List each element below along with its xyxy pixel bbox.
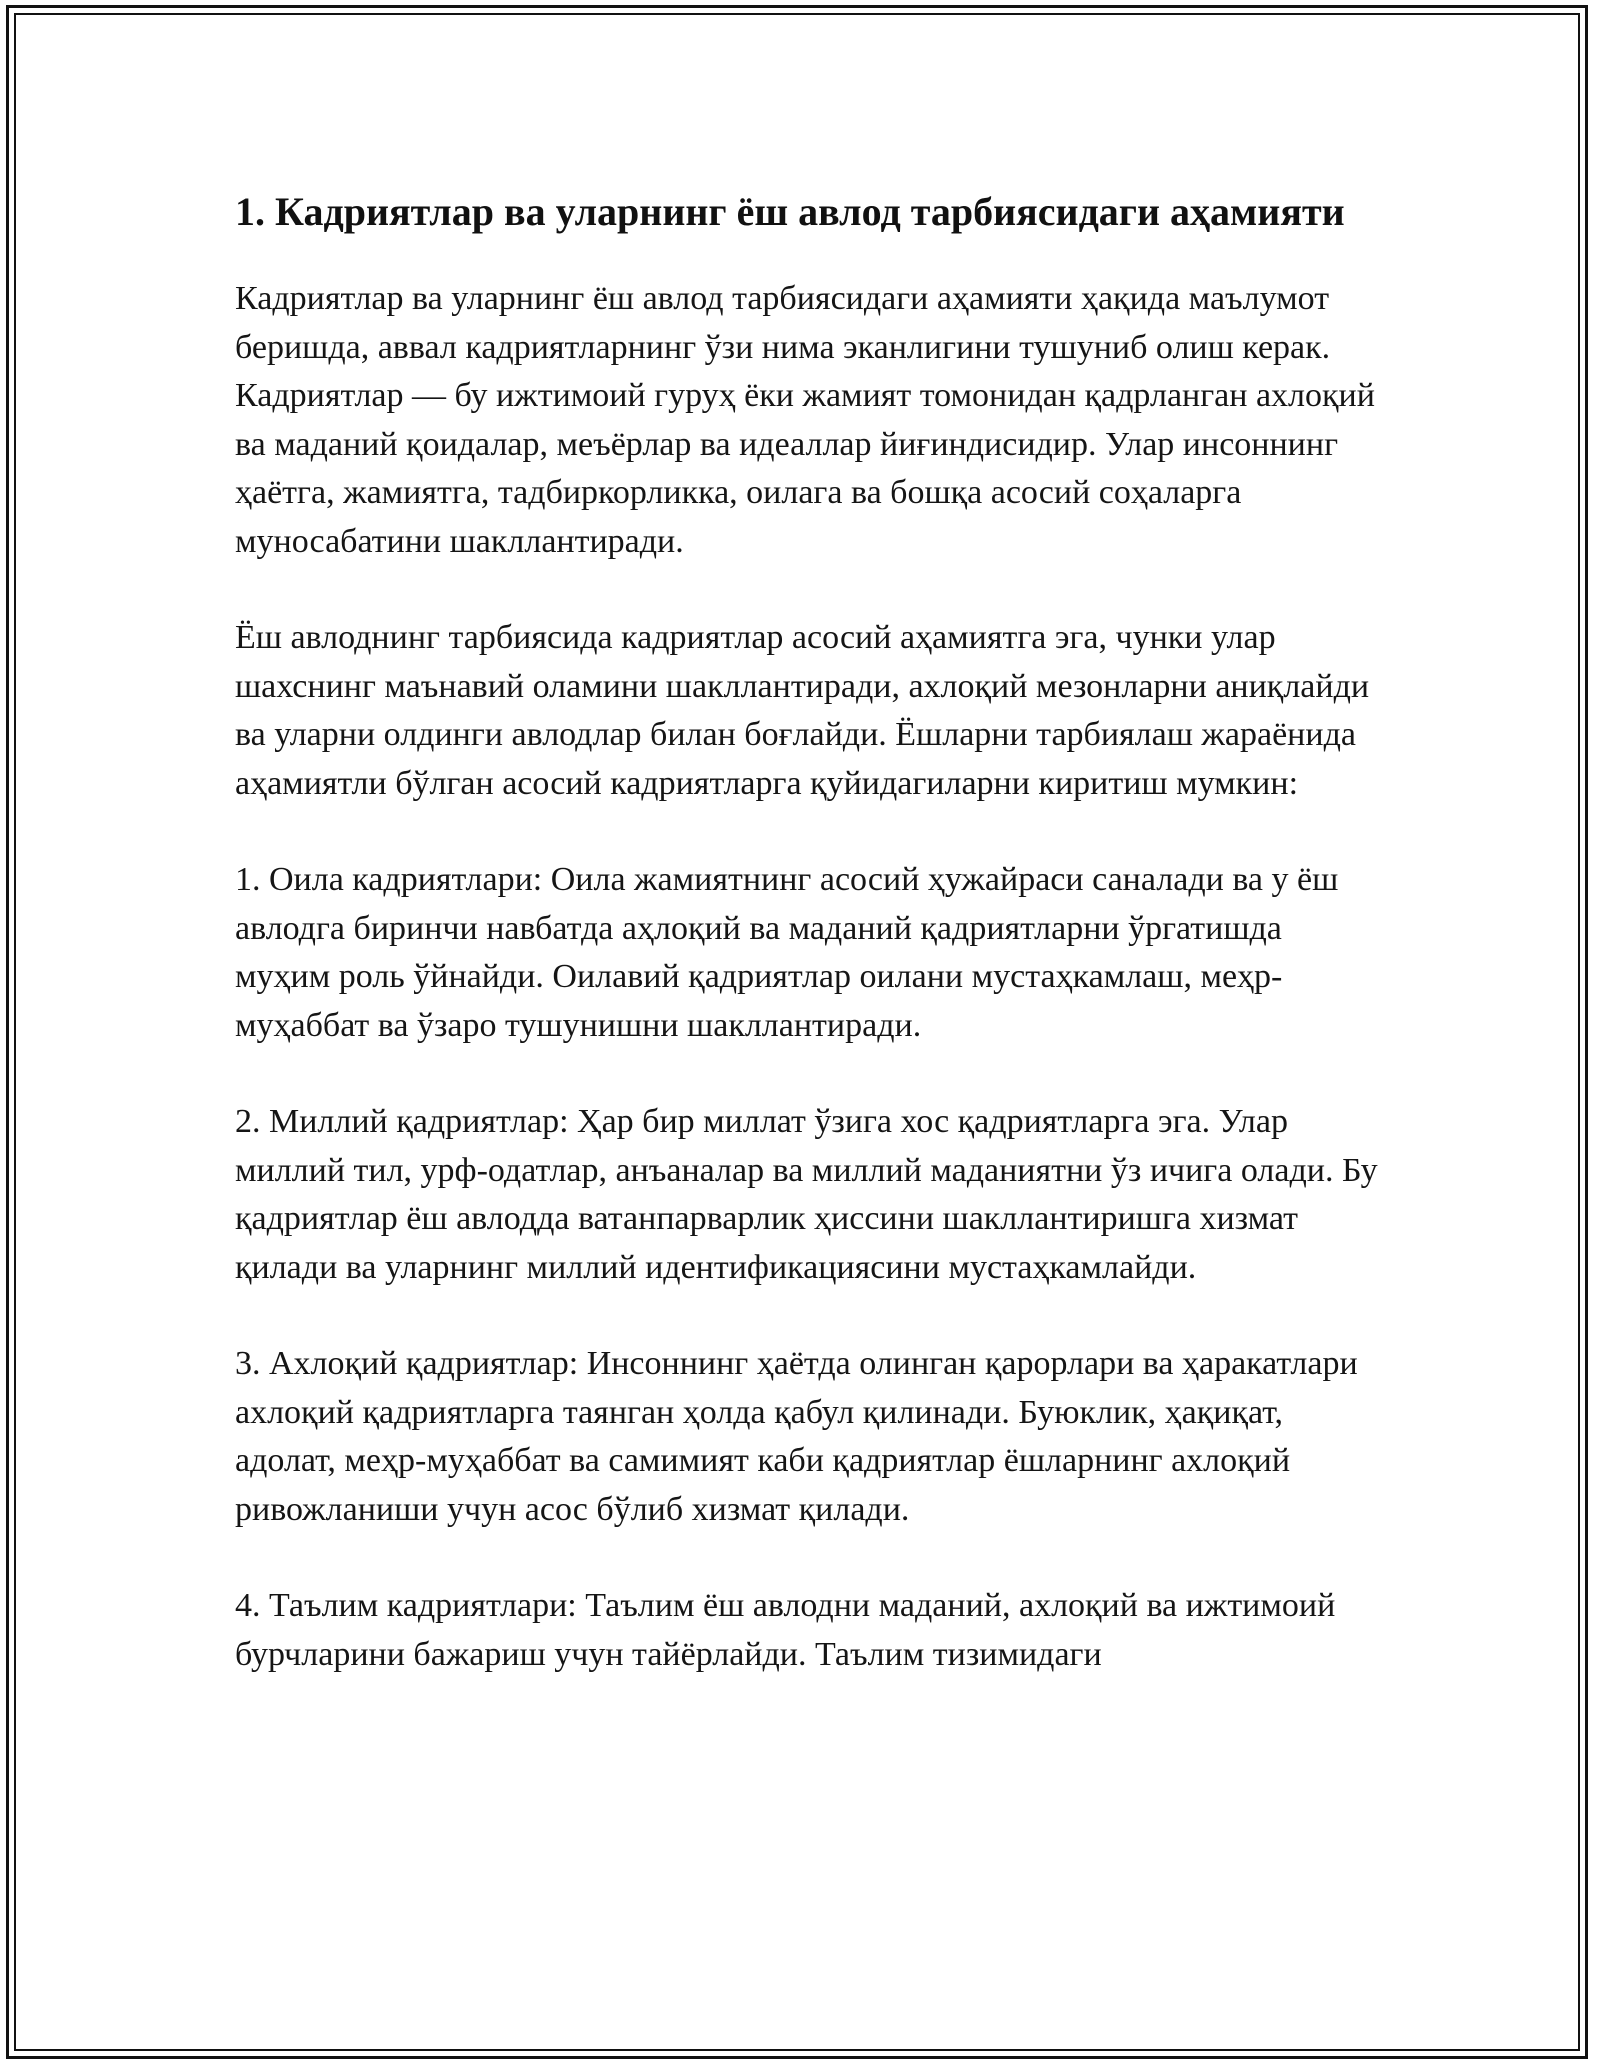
list-item-national-values: 2. Миллий қадриятлар: Ҳар бир миллат ўзига хос қадриятларга эга. Улар миллий тил, урф-одатлар, анъаналар ва миллий маданиятни ўз ичига олади. Бу қадриятлар ёш авлодда ватанпарварлик ҳиссини шакллантиришга хизмат қилади ва уларнинг миллий идентификациясини мустаҳкамлайди.	[235, 1103, 1378, 1286]
paragraph-intro: Кадриятлар ва уларнинг ёш авлод тарбиясидаги аҳамияти ҳақида маълумот беришда, аввал кадриятларнинг ўзи нима эканлигини тушуниб олиш керак. Кадриятлар — бу ижтимоий гуруҳ ёки жамият томонидан қадрланган ахлоқий ва маданий қоидалар, меъёрлар ва идеаллар йиғиндисидир. Улар инсоннинг ҳаётга, жамиятга, тадбиркорликка, оилага ва бошқа асосий соҳаларга муносабатини шакллантиради.	[235, 280, 1375, 560]
list-item-education-values: 4. Таълим кадриятлари: Таълим ёш авлодни маданий, ахлоқий ва ижтимоий бурчларини бажариш учун тайёрлайди. Таълим тизимидаги	[235, 1587, 1336, 1673]
document-body	[235, 184, 1385, 1727]
section-heading: 1. Кадриятлар ва уларнинг ёш авлод тарбиясидаги аҳамияти	[235, 189, 1345, 234]
list-item-moral-values: 3. Ахлоқий қадриятлар: Инсоннинг ҳаётда олинган қарорлари ва ҳаракатлари ахлоқий қадриятларга таянган ҳолда қабул қилинади. Буюклик, ҳақиқат, адолат, меҳр-муҳаббат ва самимият каби қадриятлар ёшларнинг ахлоқий ривожланиши учун асос бўлиб хизмат қилади.	[235, 1345, 1358, 1528]
paragraph-youth-upbringing: Ёш авлоднинг тарбиясида кадриятлар асосий аҳамиятга эга, чунки улар шахснинг маънавий оламини шакллантиради, ахлоқий мезонларни аниқлайди ва уларни олдинги авлодлар билан боғлайди. Ёшларни тарбиялаш жараёнида аҳамиятли бўлган асосий кадриятларга қуйидагиларни киритиш мумкин:	[235, 619, 1370, 802]
list-item-family-values: 1. Оила кадриятлари: Оила жамиятнинг асосий ҳужайраси саналади ва у ёш авлодга биринчи навбатда аҳлоқий ва маданий қадриятларни ўргатишда муҳим роль ўйнайди. Оилавий қадриятлар оилани мустаҳкамлаш, меҳр-муҳаббат ва ўзаро тушунишни шакллантиради.	[235, 861, 1339, 1044]
